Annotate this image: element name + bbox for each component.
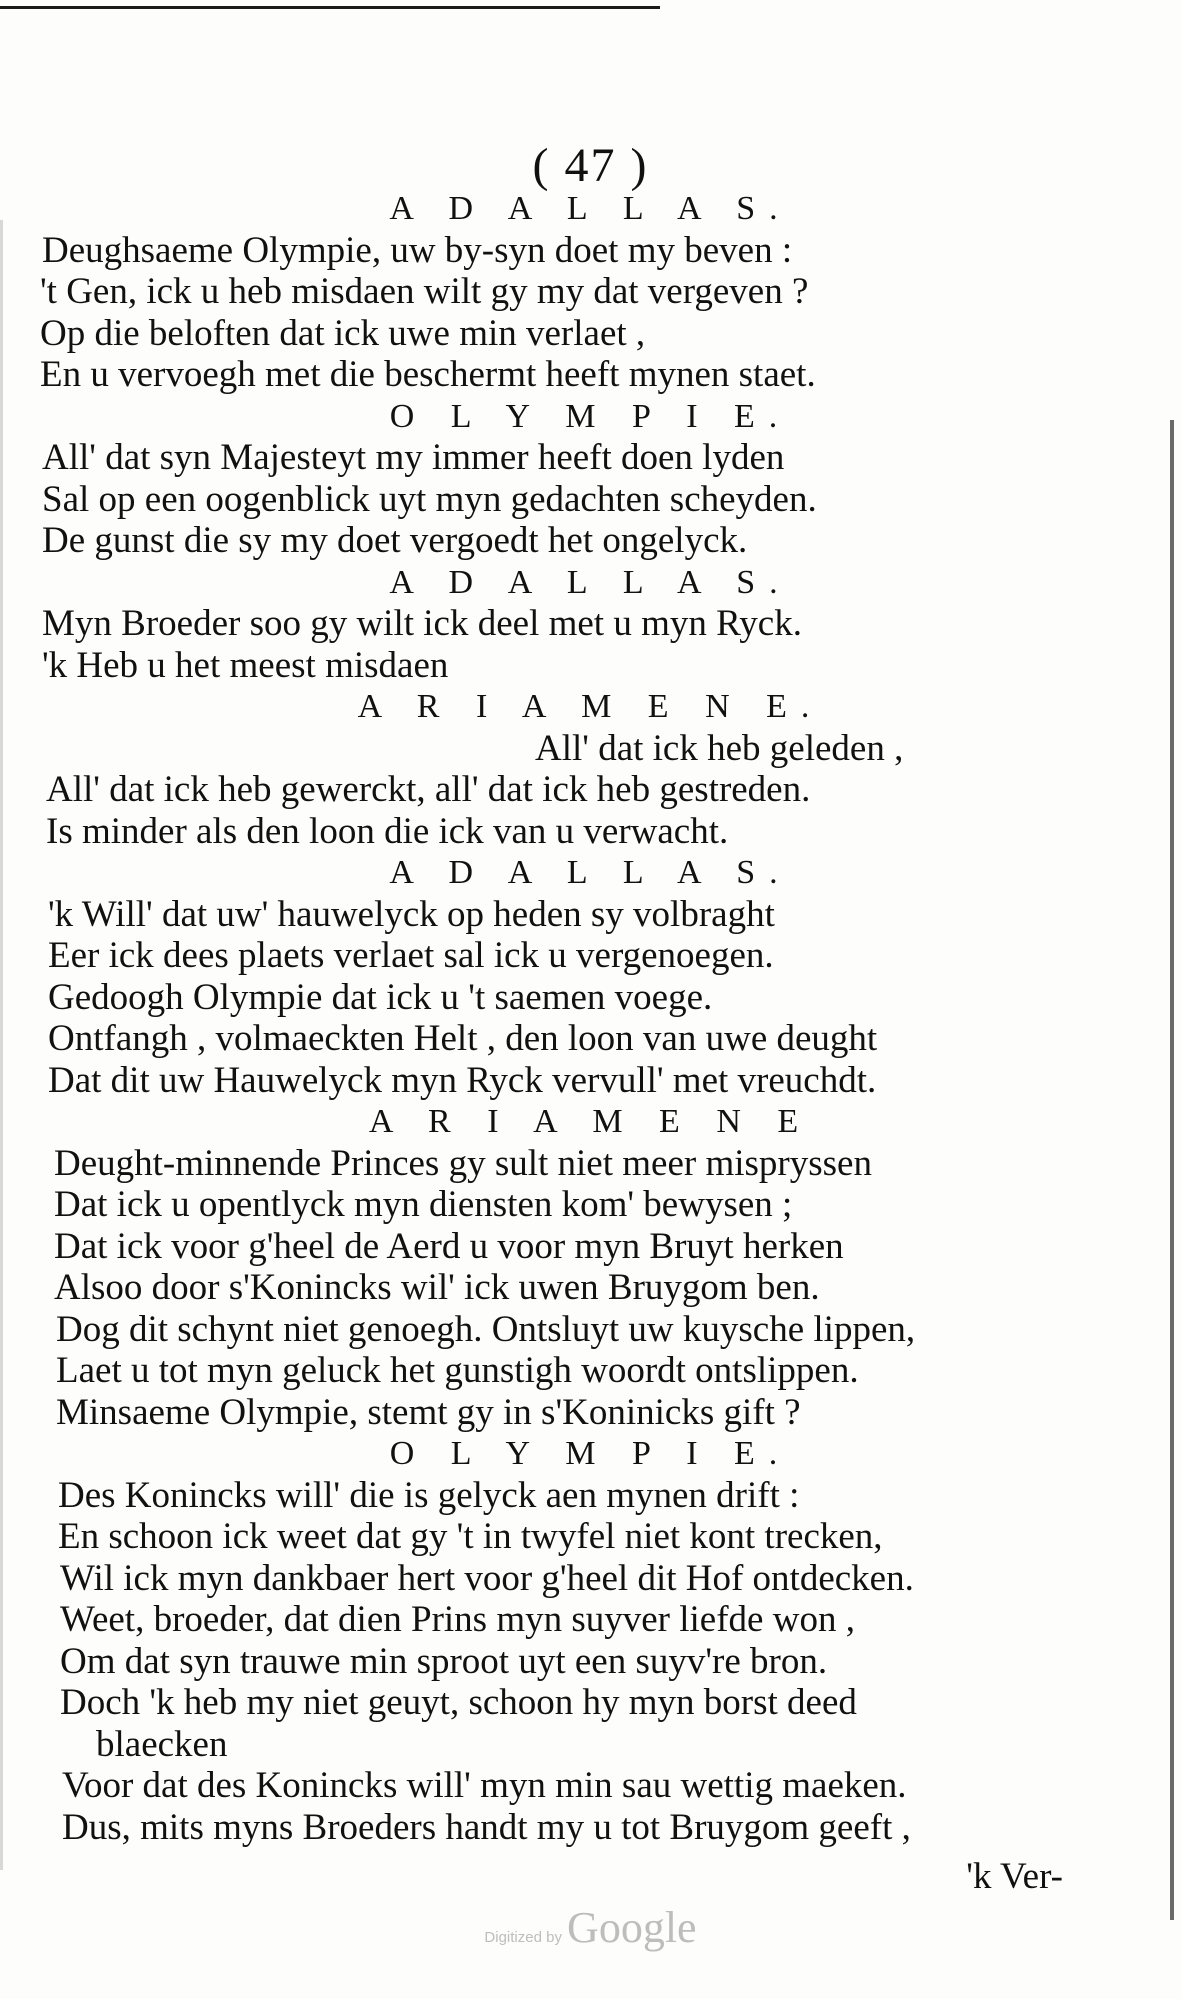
verse-line: Deughsaeme Olympie, uw by-syn doet my beven : <box>42 229 793 271</box>
catchword: 'k Ver- <box>966 1856 1063 1897</box>
verse-line: 't Gen, ick u heb misdaen wilt gy my dat vergeven ? <box>40 271 809 312</box>
verse-line: Laet u tot myn geluck het gunstigh woordt ontslippen. <box>56 1350 859 1391</box>
verse-line: blaecken <box>96 1723 228 1765</box>
speaker-name: A D A L L A S. <box>389 190 792 227</box>
verse-line: Deught-minnende Princes gy sult niet meer mispryssen <box>54 1142 872 1184</box>
speaker-name: O L Y M P I E. <box>389 1435 792 1472</box>
verse-line: En schoon ick weet dat gy 't in twyfel niet kont trecken, <box>58 1516 883 1557</box>
google-logo: Google <box>567 1903 697 1952</box>
page-number: ( 47 ) <box>532 139 649 192</box>
verse-line: 'k Heb u het meest misdaen <box>42 644 449 686</box>
scan-left-edge <box>0 220 3 1870</box>
speaker-name: O L Y M P I E. <box>389 397 792 435</box>
verse-line: Doch 'k heb my niet geuyt, schoon hy myn borst deed <box>60 1682 857 1723</box>
verse-line: Dog dit schynt niet genoegh. Ontsluyt uw kuysche lippen, <box>56 1308 916 1350</box>
scan-right-edge <box>1170 420 1174 1920</box>
verse-line: Weet, broeder, dat dien Prins myn suyver liefde won , <box>60 1599 855 1640</box>
scan-top-border <box>0 6 660 9</box>
speaker-name: A R I A M E N E. <box>357 688 824 725</box>
digitized-by-label: Digitized by <box>484 1929 562 1946</box>
verse-line: Sal op een oogenblick uyt myn gedachten scheyden. <box>42 478 817 520</box>
verse-line: All' dat ick heb geleden , <box>535 727 904 769</box>
speaker-name: A R I A M E N E <box>368 1103 813 1140</box>
verse-line: All' dat syn Majesteyt my immer heeft doen lyden <box>42 437 785 478</box>
verse-line: Ontfangh , volmaeckten Helt , den loon van uwe deught <box>48 1018 878 1059</box>
speaker-name: A D A L L A S. <box>389 563 792 601</box>
verse-line: Om dat syn trauwe min sproot uyt een suyv're bron. <box>60 1640 828 1682</box>
verse-line: Des Konincks will' die is gelyck aen mynen drift : <box>58 1474 800 1516</box>
verse-line: Is minder als den loon die ick van u verwacht. <box>46 810 729 852</box>
verse-line: Wil ick myn dankbaer hert voor g'heel dit Hof ontdecken. <box>60 1557 914 1599</box>
verse-line: Myn Broeder soo gy wilt ick deel met u myn Ryck. <box>42 603 802 644</box>
verse-line: Eer ick dees plaets verlaet sal ick u vergenoegen. <box>48 935 774 976</box>
verse-line: Dat ick u opentlyck myn diensten kom' bewysen ; <box>54 1184 793 1225</box>
digitized-by-google-watermark <box>0 1902 1181 1953</box>
verse-line: Alsoo door s'Konincks wil' ick uwen Bruygom ben. <box>54 1267 820 1308</box>
verse-line: En u vervoegh met die beschermt heeft mynen staet. <box>40 354 816 395</box>
verse-line: Dat ick voor g'heel de Aerd u voor myn Bruyt herken <box>54 1225 844 1267</box>
verse-line: Dat dit uw Hauwelyck myn Ryck vervull' met vreuchdt. <box>48 1059 877 1101</box>
verse-line: Gedoogh Olympie dat ick u 't saemen voege. <box>48 976 713 1018</box>
verse-line: De gunst die sy my doet vergoedt het ongelyck. <box>42 520 748 561</box>
verse-line: Op die beloften dat ick uwe min verlaet , <box>40 312 646 354</box>
verse-line: Dus, mits myns Broeders handt my u tot Bruygom geeft , <box>62 1806 911 1848</box>
speaker-name: A D A L L A S. <box>389 854 792 891</box>
verse-line: Voor dat des Konincks will' myn min sau wettig maeken. <box>62 1765 907 1806</box>
verse-line: All' dat ick heb gewerckt, all' dat ick heb gestreden. <box>46 769 811 810</box>
verse-line: Minsaeme Olympie, stemt gy in s'Koninicks gift ? <box>56 1391 801 1433</box>
verse-line: 'k Will' dat uw' hauwelyck op heden sy volbraght <box>48 893 775 935</box>
